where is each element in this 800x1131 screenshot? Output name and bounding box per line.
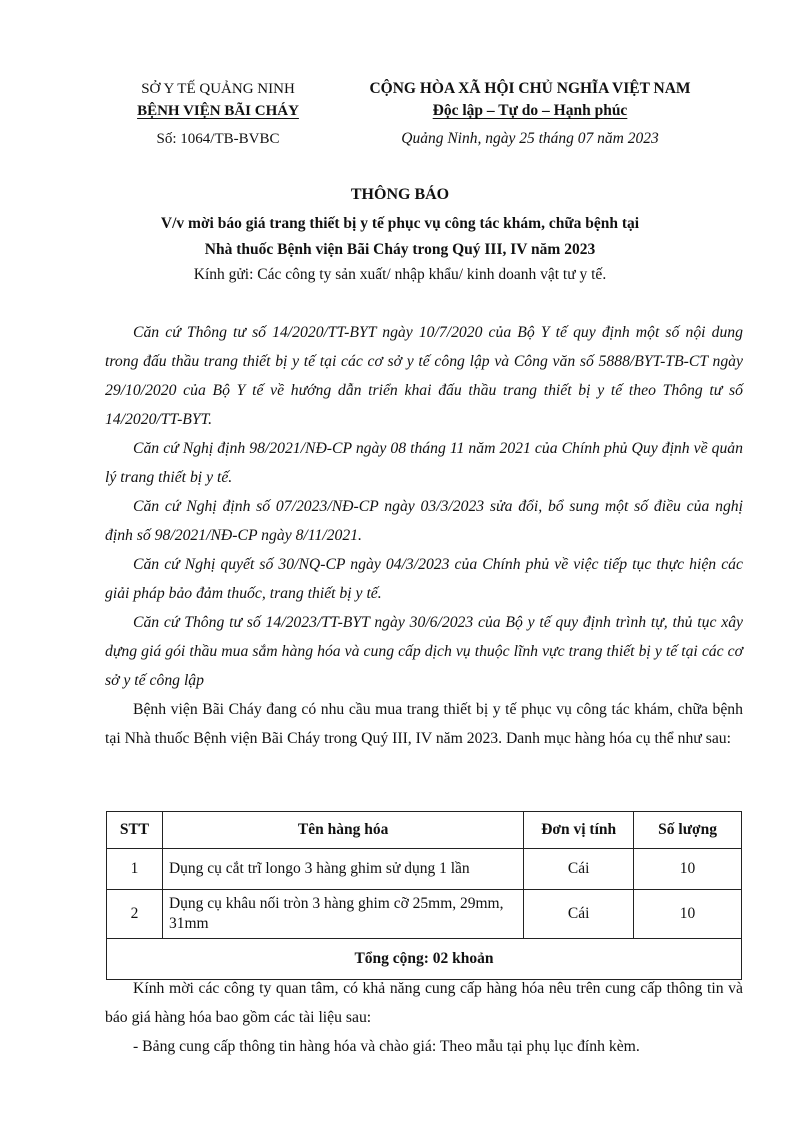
cell-item-name: Dụng cụ cắt trĩ longo 3 hàng ghim sử dụng 1 lần — [162, 849, 523, 890]
document-title: THÔNG BÁO — [350, 186, 450, 203]
issuer-block — [108, 78, 328, 150]
cell-unit: Cái — [524, 890, 634, 939]
recipient-line: Kính gửi: Các công ty sản xuất/ nhập khẩu/ kinh doanh vật tư y tế. — [193, 266, 607, 283]
place-date: Quảng Ninh, ngày 25 tháng 07 năm 2023 — [401, 130, 659, 147]
national-motto: Độc lập – Tự do – Hạnh phúc — [432, 102, 628, 119]
department-name: SỞ Y TẾ QUẢNG NINH — [141, 81, 295, 97]
cell-quantity: 10 — [634, 849, 742, 890]
table-row — [107, 849, 742, 890]
cell-stt: 1 — [107, 849, 163, 890]
document-number: Số: 1064/TB-BVBC — [156, 131, 280, 147]
table-row — [107, 890, 742, 939]
closing-section — [105, 974, 743, 1061]
legal-basis-paragraph: Căn cứ Nghị quyết số 30/NQ-CP ngày 04/3/2023 của Chính phủ về việc tiếp tục thực hiện các giải pháp bảo đảm thuốc, trang thiết bị y tế. — [105, 556, 743, 602]
column-header-item-name: Tên hàng hóa — [162, 812, 523, 849]
cell-item-name: Dụng cụ khâu nối tròn 3 hàng ghim cỡ 25mm, 29mm, 31mm — [162, 890, 523, 939]
goods-table — [106, 811, 742, 980]
intro-paragraph: Bệnh viện Bãi Cháy đang có nhu cầu mua trang thiết bị y tế phục vụ công tác khám, chữa bệnh tại Nhà thuốc Bệnh viện Bãi Cháy trong Quý III, IV năm 2023. Danh mục hàng hóa cụ thể như sau: — [105, 701, 743, 747]
column-header-quantity: Số lượng — [634, 812, 742, 849]
table-header-row — [107, 812, 742, 849]
subject-line-2: Nhà thuốc Bệnh viện Bãi Cháy trong Quý III, IV năm 2023 — [204, 241, 596, 258]
legal-basis-paragraph: Căn cứ Nghị định số 07/2023/NĐ-CP ngày 03/3/2023 sửa đổi, bổ sung một số điều của nghị định số 98/2021/NĐ-CP ngày 8/11/2021. — [105, 498, 743, 544]
cell-stt: 2 — [107, 890, 163, 939]
column-header-unit: Đơn vị tính — [524, 812, 634, 849]
title-block — [60, 183, 740, 287]
table-total: Tổng cộng: 02 khoản — [107, 939, 742, 980]
legal-basis-section — [105, 318, 743, 753]
column-header-stt: STT — [107, 812, 163, 849]
document-subject — [60, 211, 740, 263]
legal-basis-paragraph: Căn cứ Nghị định 98/2021/NĐ-CP ngày 08 tháng 11 năm 2021 của Chính phủ Quy định về quản lý trang thiết bị y tế. — [105, 440, 743, 486]
cell-unit: Cái — [524, 849, 634, 890]
hospital-name: BỆNH VIỆN BÃI CHÁY — [137, 103, 299, 119]
legal-basis-paragraph: Căn cứ Thông tư số 14/2023/TT-BYT ngày 30/6/2023 của Bộ y tế quy định trình tự, thủ tục xây dựng giá gói thầu mua sắm hàng hóa và cung cấp dịch vụ thuộc lĩnh vực trang thiết bị y tế tại các cơ sở y tế công lập — [105, 614, 743, 689]
country-name: CỘNG HÒA XÃ HỘI CHỦ NGHĨA VIỆT NAM — [369, 80, 691, 97]
cell-quantity: 10 — [634, 890, 742, 939]
subject-line-1: V/v mời báo giá trang thiết bị y tế phục vụ công tác khám, chữa bệnh tại — [160, 215, 640, 232]
legal-basis-paragraph: Căn cứ Thông tư số 14/2020/TT-BYT ngày 10/7/2020 của Bộ Y tế quy định một số nội dung trong đấu thầu trang thiết bị y tế tại các cơ sở y tế công lập và Công văn số 5888/BYT-TB-CT ngày 29/10/2020 của Bộ Y tế về hướng dẫn triển khai đấu thầu trang thiết bị y tế theo Thông tư số 14/2020/TT-BYT. — [105, 324, 743, 428]
closing-paragraph: Kính mời các công ty quan tâm, có khả năng cung cấp hàng hóa nêu trên cung cấp thông tin và báo giá hàng hóa bao gồm các tài liệu sau: — [105, 980, 743, 1026]
national-heading — [352, 78, 708, 150]
requirement-bullet: - Bảng cung cấp thông tin hàng hóa và chào giá: Theo mẫu tại phụ lục đính kèm. — [133, 1038, 640, 1055]
